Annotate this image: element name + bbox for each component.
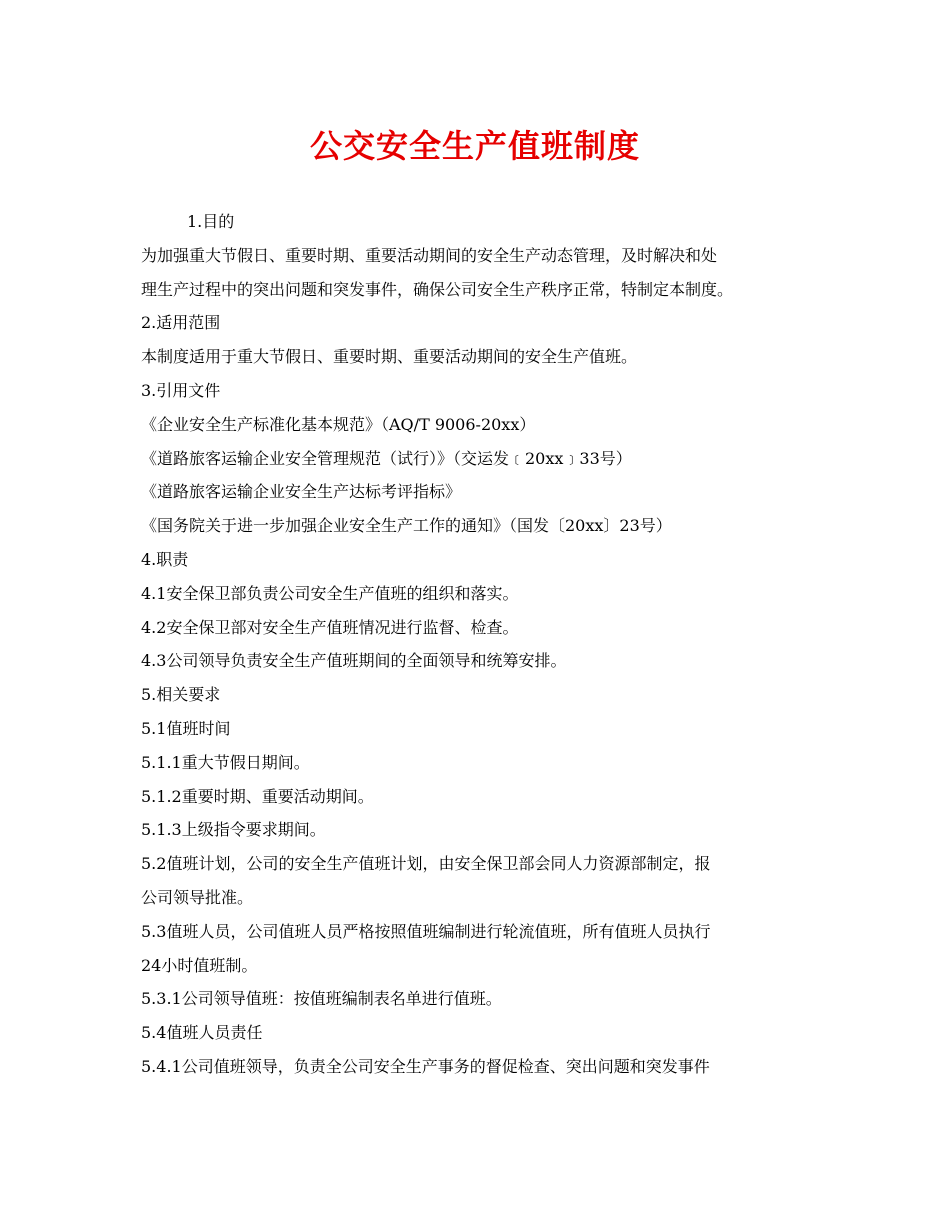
section-heading-references: 3.引用文件 — [141, 380, 221, 400]
subsection-heading: 5.4值班人员责任 — [141, 1023, 263, 1043]
paragraph-line: 公司领导批准。 — [141, 887, 254, 907]
reference-item: 《道路旅客运输企业安全生产达标考评指标》 — [141, 482, 462, 502]
document-title: 公交安全生产值班制度 — [309, 127, 640, 165]
section-heading-requirements: 5.相关要求 — [141, 685, 221, 705]
paragraph-line: 24小时值班制。 — [141, 955, 258, 975]
section-heading-purpose: 1.目的 — [187, 212, 235, 231]
reference-item: 《企业安全生产标准化基本规范》（AQ/T 9006-20xx） — [141, 414, 536, 434]
paragraph-line: 本制度适用于重大节假日、重要时期、重要活动期间的安全生产值班。 — [141, 347, 638, 367]
paragraph-line: 理生产过程中的突出问题和突发事件，确保公司安全生产秩序正常，特制定本制度。 — [141, 279, 734, 299]
paragraph-line: 5.2值班计划，公司的安全生产值班计划，由安全保卫部会同人力资源部制定，报 — [141, 854, 711, 874]
reference-item: 《国务院关于进一步加强企业安全生产工作的通知》（国发〔20xx〕23号） — [141, 516, 672, 536]
section-heading-duties: 4.职责 — [141, 549, 189, 569]
document-body — [141, 205, 821, 1084]
subsection-heading: 5.1值班时间 — [141, 718, 231, 738]
paragraph-line: 4.1安全保卫部负责公司安全生产值班的组织和落实。 — [141, 583, 519, 603]
paragraph-line: 5.3.1公司领导值班：按值班编制表名单进行值班。 — [141, 989, 502, 1009]
reference-item: 《道路旅客运输企业安全管理规范（试行）》（交运发﹝20xx﹞33号） — [141, 448, 632, 468]
paragraph-line: 5.3值班人员，公司值班人员严格按照值班编制进行轮流值班，所有值班人员执行 — [141, 921, 711, 941]
paragraph-line: 5.4.1公司值班领导，负责全公司安全生产事务的督促检查、突出问题和突发事件 — [141, 1056, 710, 1076]
section-heading-scope: 2.适用范围 — [141, 313, 221, 333]
paragraph-line: 4.2安全保卫部对安全生产值班情况进行监督、检查。 — [141, 617, 519, 637]
paragraph-line: 5.1.3上级指令要求期间。 — [141, 820, 326, 840]
paragraph-line: 4.3公司领导负责安全生产值班期间的全面领导和统筹安排。 — [141, 651, 567, 671]
paragraph-line: 5.1.1重大节假日期间。 — [141, 752, 310, 772]
paragraph-line: 5.1.2重要时期、重要活动期间。 — [141, 786, 374, 806]
paragraph-line: 为加强重大节假日、重要时期、重要活动期间的安全生产动态管理，及时解决和处 — [141, 245, 718, 265]
